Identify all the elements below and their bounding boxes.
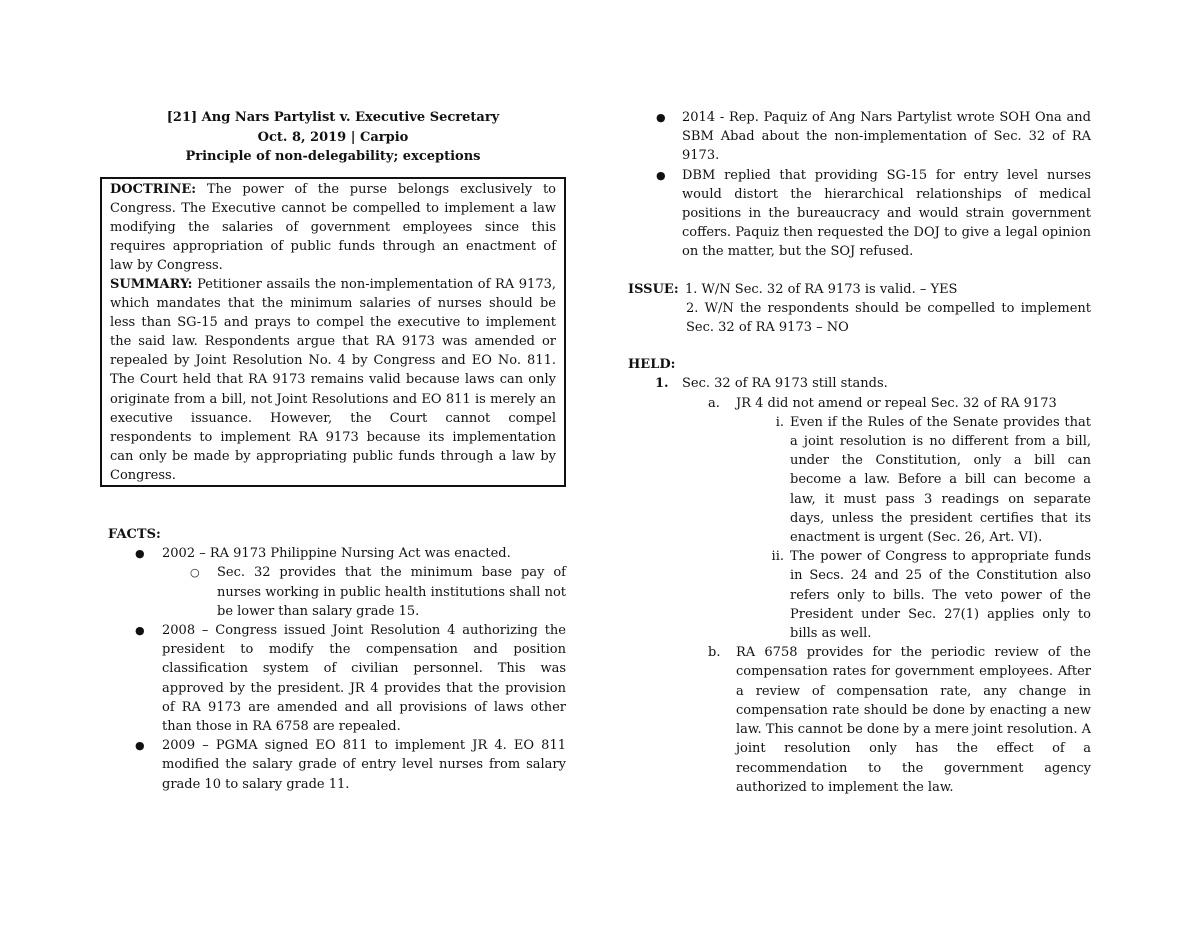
subpoint-text: JR 4 did not amend or repeal Sec. 32 of RA 9173: [736, 395, 1057, 411]
summary-label: SUMMARY:: [110, 276, 193, 292]
subpoint-text: RA 6758 provides for the periodic review of the compensation rates for government employees. After a review of compensation rate, any change in compensation rate should be done by enacting a new law. This cannot be done by a mere joint resolution. A joint resolution only has the effect of a recommendation to the government agency authorized to implement the law.: [736, 645, 1091, 795]
held-subpoint-b: [628, 643, 1091, 797]
facts-list: [100, 544, 566, 794]
subpoint-letter: a.: [708, 395, 720, 411]
roman-item-text: The power of Congress to appropriate funds in Secs. 24 and 25 of the Constitution also refers only to bills. The veto power of the President under Sec. 27(1) applies only to bills as well.: [790, 549, 1091, 642]
fact-item: ● 2014 - Rep. Paquiz of Ang Nars Partylist wrote SOH Ona and SBM Abad about the non-implementation of Sec. 32 of RA 9173.: [628, 108, 1091, 166]
issue-row: [628, 280, 1091, 299]
summary-text: Petitioner assails the non-implementation of RA 9173, which mandates that the minimum salaries of nurses should be less than SG-15 and prays to compel the executive to implement the said law. Respondents argue that RA 9173 was amended or repealed by Joint Resolution No. 4 by Congress and EO No. 811. The Court held that RA 9173 remains valid because laws can only originate from a bill, not Joint Resolutions and EO 811 is merely an executive issuance. However, the Court cannot compel respondents to implement RA 9173 because its implementation can only be made by appropriating public funds through a law by Congress.: [110, 276, 556, 483]
case-title: [100, 108, 566, 167]
case-date-ponente: Oct. 8, 2019 | Carpio: [257, 129, 409, 145]
fact-item: ● 2009 – PGMA signed EO 811 to implement JR 4. EO 811 modified the salary grade of entry level nurses from salary grade 10 to salary grade 11.: [100, 736, 566, 794]
fact-subitem: ○ Sec. 32 provides that the minimum base pay of nurses working in public health institutions shall not be lower than salary grade 15.: [162, 563, 566, 621]
doctrine-paragraph: [110, 180, 556, 275]
fact-item: [100, 544, 566, 621]
roman-numeral: ii.: [771, 549, 784, 565]
held-point-number: 1.: [655, 376, 669, 392]
case-name: [21] Ang Nars Partylist v. Executive Secretary: [166, 110, 500, 125]
case-topic: Principle of non-delegability; exceptions: [185, 149, 481, 164]
held-subpoint-a: [628, 394, 1091, 413]
doctrine-text: The power of the purse belongs exclusively to Congress. The Executive cannot be compelled to implement a law modifying the salaries of government employees since this requires appropriation of public funds through an enactment of law by Congress.: [110, 181, 557, 273]
subpoint-letter: b.: [708, 645, 721, 661]
doctrine-summary-box: [100, 177, 566, 488]
held-label: HELD:: [628, 357, 676, 373]
fact-text: 2002 – RA 9173 Philippine Nursing Act was enacted.: [162, 546, 511, 562]
doctrine-label: DOCTRINE:: [110, 181, 197, 197]
issue-item-2: 2. W/N the respondents should be compelled to implement Sec. 32 of RA 9173 – NO: [686, 300, 1091, 336]
issue-item-1: 1. W/N Sec. 32 of RA 9173 is valid. – YES: [685, 281, 958, 297]
held-subpoint-ii: [628, 547, 1091, 643]
facts-list-continued: [628, 108, 1091, 262]
summary-paragraph: [110, 275, 556, 485]
held-subpoint-i: [628, 413, 1091, 547]
left-column: [100, 108, 566, 794]
roman-numeral: i.: [775, 414, 784, 430]
fact-item: ● DBM replied that providing SG-15 for entry level nurses would distort the hierarchical relationships of medical positions in the bureaucracy and would strain government coffers. Paquiz then requested the DOJ to give a legal opinion on the matter, but the SOJ refused.: [628, 166, 1091, 262]
facts-section: [100, 525, 566, 794]
fact-item: ● 2008 – Congress issued Joint Resolution 4 authorizing the president to modify the compensation and position classification system of civilian personnel. This was approved by the president. JR 4 provides that the provision of RA 9173 are amended and all provisions of laws other than those in RA 6758 are repealed.: [100, 621, 566, 736]
roman-item-text: Even if the Rules of the Senate provides that a joint resolution is no different from a bill, under the Constitution, only a bill can become a law. Before a bill can become a law, it must pass 3 readings on separate days, unless the president certifies that its enactment is urgent (Sec. 26, Art. VI).: [790, 414, 1091, 546]
right-column: [628, 108, 1091, 797]
held-point-text: Sec. 32 of RA 9173 still stands.: [682, 376, 888, 392]
fact-sublist: [162, 563, 566, 621]
held-point-1: [628, 374, 1091, 393]
facts-label: FACTS:: [108, 527, 161, 542]
issue-section: [628, 280, 1091, 338]
issue-label: ISSUE:: [628, 281, 679, 297]
held-section: [628, 355, 1091, 797]
